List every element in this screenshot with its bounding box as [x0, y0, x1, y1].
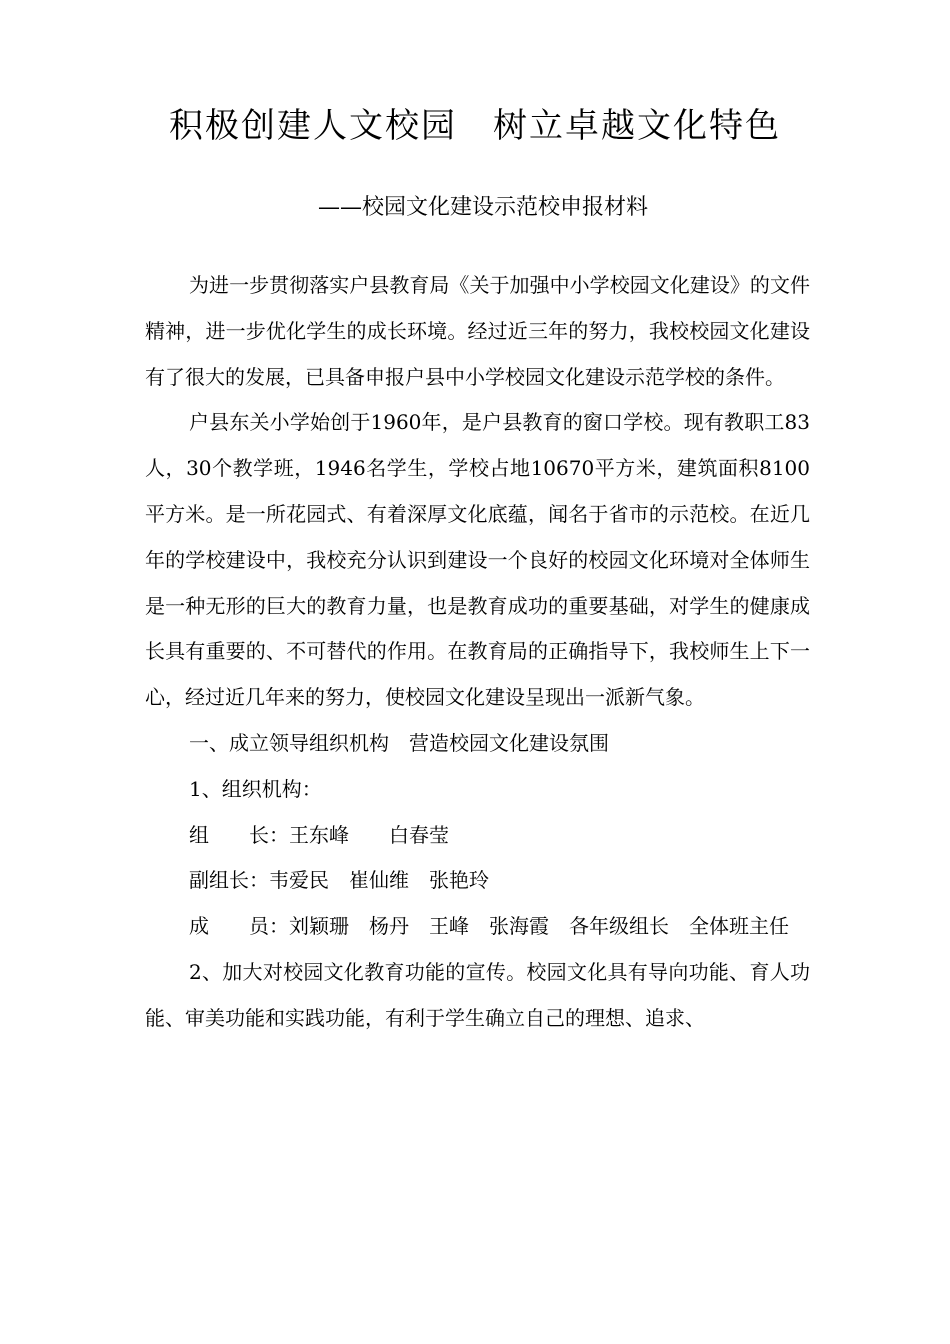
document-body	[145, 263, 810, 1042]
document-title: 积极创建人文校园 树立卓越文化特色	[169, 106, 781, 146]
document-subtitle: ——校园文化建设示范校申报材料	[318, 195, 649, 220]
section-heading-organization: 一、成立领导组织机构 营造校园文化建设氛围	[189, 730, 609, 755]
paragraph-intro: 为进一步贯彻落实户县教育局《关于加强中小学校园文化建设》的文件精神，进一步优化学生的成长环境。经过近三年的努力，我校校园文化建设有了很大的发展，已具备申报户县中小学校园文化建设示范学校的条件。	[145, 273, 810, 389]
paragraph-publicity: 2、加大对校园文化教育功能的宣传。校园文化具有导向功能、育人功能、审美功能和实践功能，有利于学生确立自己的理想、追求、	[145, 959, 810, 1030]
subsection-heading-structure: 1、组织机构：	[189, 776, 322, 801]
leader-line: 组 长：王东峰 白春莹	[189, 822, 449, 847]
deputy-leader-line: 副组长：韦爱民 崔仙维 张艳玲	[189, 868, 489, 893]
members-line: 成 员：刘颖珊 杨丹 王峰 张海霞 各年级组长 全体班主任	[189, 914, 789, 939]
paragraph-school-profile: 户县东关小学始创于1960年，是户县教育的窗口学校。现有教职工83人，30个教学班，1946名学生，学校占地10670平方米，建筑面积8100平方米。是一所花园式、有着深厚文化底蕴，闻名于省市的示范校。在近几年的学校建设中，我校充分认识到建设一个良好的校园文化环境对全体师生是一种无形的巨大的教育力量，也是教育成功的重要基础，对学生的健康成长具有重要的、不可替代的作用。在教育局的正确指导下，我校师生上下一心，经过近几年来的努力，使校园文化建设呈现出一派新气象。	[145, 410, 810, 710]
